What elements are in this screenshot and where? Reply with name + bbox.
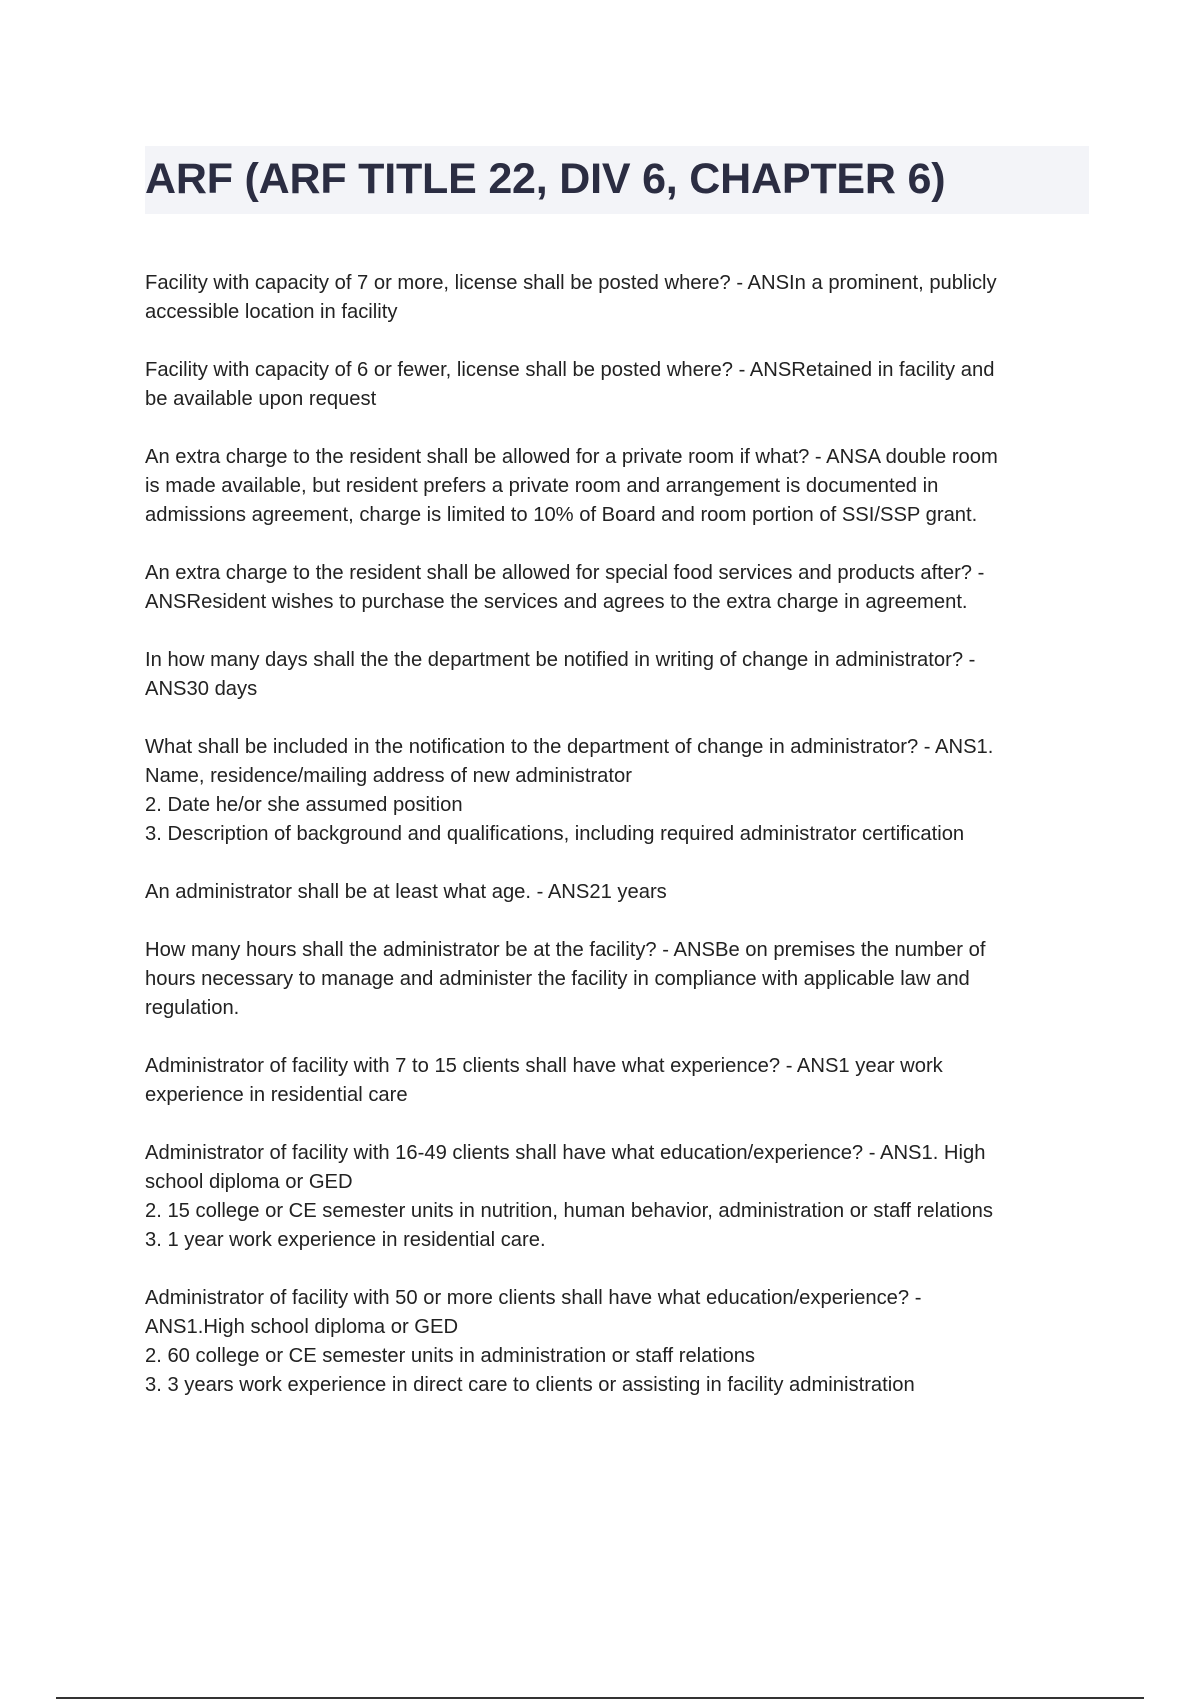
qa-line: 3. 3 years work experience in direct care to clients or assisting in facility administration [145,1374,915,1396]
qa-line: In how many days shall the the department be notified in writing of change in administrator? - [145,649,976,671]
qa-line: 3. 1 year work experience in residential care. [145,1229,546,1251]
qa-line: Administrator of facility with 7 to 15 clients shall have what experience? - ANS1 year work [145,1055,943,1077]
qa-line: An extra charge to the resident shall be allowed for a private room if what? - ANSA double room [145,446,998,468]
qa-entry [145,646,1095,704]
qa-line: 3. Description of background and qualifications, including required administrator certification [145,823,965,845]
qa-line: An administrator shall be at least what age. - ANS21 years [145,881,667,903]
qa-entry [145,559,1095,617]
qa-entry [145,1052,1095,1110]
document-title: ARF (ARF TITLE 22, DIV 6, CHAPTER 6) [145,155,946,203]
qa-line: be available upon request [145,388,377,410]
qa-entry [145,269,1095,327]
qa-line: ANS30 days [145,678,258,700]
qa-line: 2. 60 college or CE semester units in administration or staff relations [145,1345,756,1367]
qa-line: 2. Date he/or she assumed position [145,794,463,816]
qa-line: What shall be included in the notification to the department of change in administrator? - ANS1. [145,736,994,758]
qa-line: Administrator of facility with 50 or more clients shall have what education/experience? - [145,1287,922,1309]
qa-line: Facility with capacity of 7 or more, license shall be posted where? - ANSIn a prominent, publicly [145,272,997,294]
qa-line: ANS1.High school diploma or GED [145,1316,459,1338]
page-bottom-divider [56,1697,1144,1699]
qa-entry [145,878,1095,907]
qa-entry [145,733,1095,849]
qa-line: hours necessary to manage and administer the facility in compliance with applicable law and [145,968,970,990]
qa-line: Administrator of facility with 16-49 clients shall have what education/experience? - ANS1. High [145,1142,986,1164]
qa-line: How many hours shall the administrator be at the facility? - ANSBe on premises the number of [145,939,986,961]
qa-line: is made available, but resident prefers a private room and arrangement is documented in [145,475,939,497]
qa-line: experience in residential care [145,1084,408,1106]
qa-entry [145,356,1095,414]
qa-line: accessible location in facility [145,301,398,323]
qa-entry [145,936,1095,1023]
qa-line: admissions agreement, charge is limited to 10% of Board and room portion of SSI/SSP grant. [145,504,978,526]
qa-line: school diploma or GED [145,1171,353,1193]
qa-list [145,269,1095,1429]
qa-line: An extra charge to the resident shall be allowed for special food services and products after? - [145,562,985,584]
qa-line: regulation. [145,997,240,1019]
qa-line: 2. 15 college or CE semester units in nutrition, human behavior, administration or staff relations [145,1200,993,1222]
qa-line: Name, residence/mailing address of new administrator [145,765,632,787]
qa-entry [145,1139,1095,1255]
qa-entry [145,1284,1095,1400]
qa-entry [145,443,1095,530]
qa-line: ANSResident wishes to purchase the services and agrees to the extra charge in agreement. [145,591,968,613]
qa-line: Facility with capacity of 6 or fewer, license shall be posted where? - ANSRetained in facility and [145,359,995,381]
